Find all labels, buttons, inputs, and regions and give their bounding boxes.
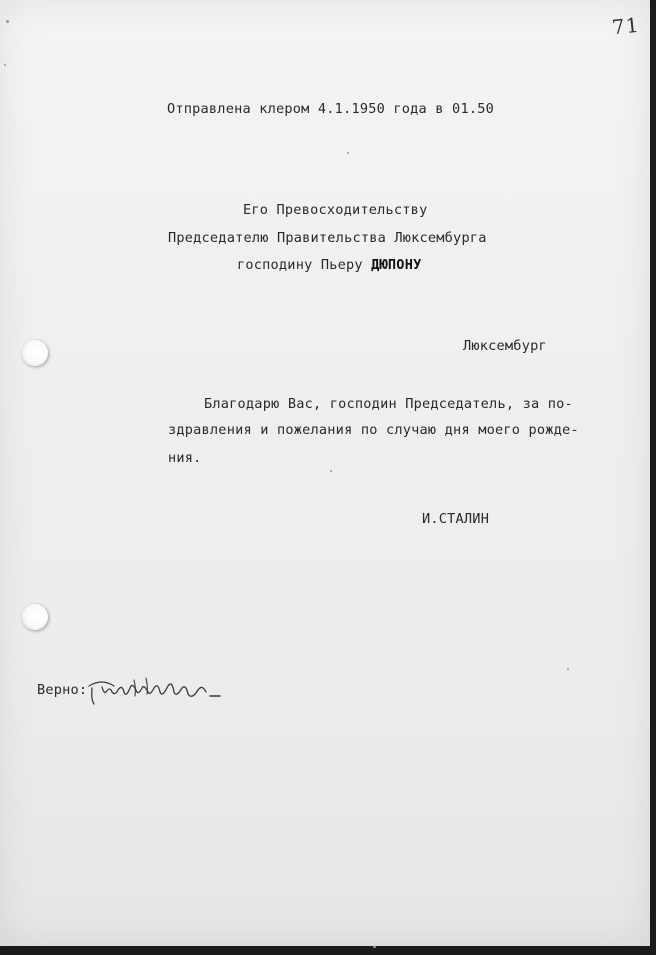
- addressee-surname: ДЮПОНУ: [371, 257, 422, 273]
- speck: [347, 152, 349, 154]
- speck: [6, 20, 9, 23]
- speck: [4, 64, 6, 66]
- speck: [567, 668, 569, 670]
- handwritten-signature: [88, 674, 224, 708]
- speck: [330, 470, 332, 472]
- body-line-1: Благодарю Вас, господин Председатель, за по-: [204, 396, 573, 412]
- body-line-2: здравления и пожелания по случаю дня моего рожде-: [168, 422, 579, 438]
- addressee-title: Его Превосходительству: [243, 202, 428, 218]
- punch-hole: [22, 340, 48, 366]
- speck: [373, 946, 376, 948]
- signature-name: И.СТАЛИН: [422, 511, 490, 527]
- body-line-3: ния.: [168, 450, 202, 466]
- dispatch-note: Отправлена клером 4.1.1950 года в 01.50: [167, 101, 494, 117]
- certification-label: Верно:: [37, 682, 88, 698]
- location: Люксембург: [463, 338, 547, 354]
- page-number: 71: [610, 12, 641, 40]
- addressee-name: [237, 259, 421, 273]
- addressee-position: Председателю Правительства Люксембурга: [168, 230, 487, 246]
- addressee-name-prefix: господину Пьеру: [237, 257, 372, 273]
- punch-hole: [22, 604, 48, 630]
